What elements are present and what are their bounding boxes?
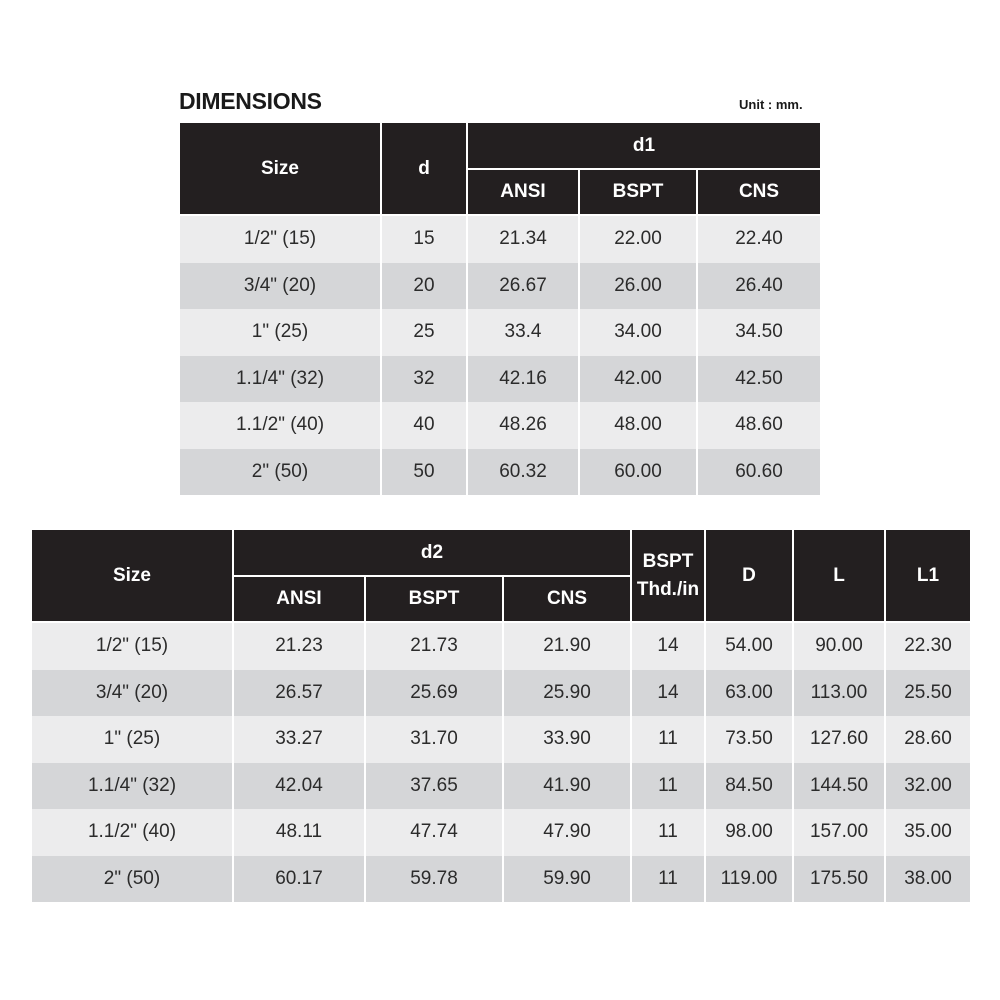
cell-D: 84.50 (705, 763, 793, 810)
header-bspt: BSPT (365, 576, 503, 622)
cell-thd: 14 (631, 622, 705, 670)
header-ansi: ANSI (233, 576, 365, 622)
cell-d: 40 (381, 402, 467, 449)
cell-bspt: 60.00 (579, 449, 697, 496)
header-bspt-thd-top: BSPT (642, 550, 694, 572)
table-row (179, 449, 821, 496)
cell-thd: 11 (631, 763, 705, 810)
header-d: d (381, 122, 467, 215)
cell-ansi: 33.4 (467, 309, 579, 356)
cell-bspt: 25.69 (365, 670, 503, 717)
cell-d: 20 (381, 263, 467, 310)
cell-L: 157.00 (793, 809, 885, 856)
header-D: D (705, 529, 793, 622)
cell-cns: 42.50 (697, 356, 821, 403)
cell-bspt: 31.70 (365, 716, 503, 763)
header-size: Size (179, 122, 381, 215)
cell-cns: 41.90 (503, 763, 631, 810)
cell-size: 2" (50) (31, 856, 233, 903)
table-row (179, 356, 821, 403)
cell-size: 1.1/2" (40) (179, 402, 381, 449)
cell-bspt: 26.00 (579, 263, 697, 310)
cell-cns: 25.90 (503, 670, 631, 717)
cell-thd: 11 (631, 809, 705, 856)
cell-ansi: 33.27 (233, 716, 365, 763)
cell-bspt: 42.00 (579, 356, 697, 403)
table-row (31, 856, 971, 903)
table-row (31, 670, 971, 717)
cell-bspt: 48.00 (579, 402, 697, 449)
cell-L1: 38.00 (885, 856, 971, 903)
header-cns: CNS (697, 169, 821, 215)
cell-D: 73.50 (705, 716, 793, 763)
page-title: DIMENSIONS (179, 88, 322, 114)
cell-cns: 34.50 (697, 309, 821, 356)
cell-size: 3/4" (20) (179, 263, 381, 310)
header-bspt-thd (631, 529, 705, 622)
cell-thd: 11 (631, 716, 705, 763)
table-row (179, 263, 821, 310)
cell-thd: 14 (631, 670, 705, 717)
cell-size: 1" (25) (31, 716, 233, 763)
header-d1: d1 (467, 122, 821, 169)
cell-d: 25 (381, 309, 467, 356)
cell-ansi: 21.23 (233, 622, 365, 670)
table-row (31, 716, 971, 763)
cell-L1: 32.00 (885, 763, 971, 810)
cell-size: 1" (25) (179, 309, 381, 356)
cell-size: 1/2" (15) (179, 215, 381, 263)
cell-size: 1.1/4" (32) (179, 356, 381, 403)
cell-ansi: 48.26 (467, 402, 579, 449)
cell-L: 175.50 (793, 856, 885, 903)
cell-D: 98.00 (705, 809, 793, 856)
cell-cns: 33.90 (503, 716, 631, 763)
cell-bspt: 22.00 (579, 215, 697, 263)
table-row (31, 763, 971, 810)
header-L: L (793, 529, 885, 622)
cell-d: 32 (381, 356, 467, 403)
cell-cns: 60.60 (697, 449, 821, 496)
cell-D: 63.00 (705, 670, 793, 717)
cell-d: 15 (381, 215, 467, 263)
table-row (179, 215, 821, 263)
header-bspt-thd-bottom: Thd./in (636, 578, 700, 600)
cell-L: 90.00 (793, 622, 885, 670)
cell-ansi: 42.04 (233, 763, 365, 810)
cell-L1: 22.30 (885, 622, 971, 670)
table-row (179, 309, 821, 356)
cell-cns: 59.90 (503, 856, 631, 903)
cell-size: 1/2" (15) (31, 622, 233, 670)
table-row (179, 402, 821, 449)
unit-label: Unit : mm. (739, 97, 803, 112)
cell-L1: 28.60 (885, 716, 971, 763)
cell-cns: 48.60 (697, 402, 821, 449)
cell-bspt: 37.65 (365, 763, 503, 810)
cell-L1: 35.00 (885, 809, 971, 856)
cell-cns: 21.90 (503, 622, 631, 670)
cell-L1: 25.50 (885, 670, 971, 717)
cell-D: 54.00 (705, 622, 793, 670)
cell-ansi: 42.16 (467, 356, 579, 403)
dimensions-table-d2 (30, 528, 972, 902)
cell-d: 50 (381, 449, 467, 496)
cell-bspt: 47.74 (365, 809, 503, 856)
cell-bspt: 21.73 (365, 622, 503, 670)
cell-cns: 26.40 (697, 263, 821, 310)
cell-bspt: 34.00 (579, 309, 697, 356)
header-cns: CNS (503, 576, 631, 622)
header-ansi: ANSI (467, 169, 579, 215)
header-L1: L1 (885, 529, 971, 622)
cell-size: 3/4" (20) (31, 670, 233, 717)
cell-ansi: 60.17 (233, 856, 365, 903)
dimensions-table-d1 (178, 121, 822, 495)
cell-size: 1.1/4" (32) (31, 763, 233, 810)
cell-bspt: 59.78 (365, 856, 503, 903)
cell-L: 113.00 (793, 670, 885, 717)
table-row (31, 809, 971, 856)
cell-ansi: 21.34 (467, 215, 579, 263)
cell-L: 144.50 (793, 763, 885, 810)
header-d2: d2 (233, 529, 631, 576)
cell-size: 2" (50) (179, 449, 381, 496)
cell-ansi: 48.11 (233, 809, 365, 856)
cell-ansi: 26.67 (467, 263, 579, 310)
cell-cns: 47.90 (503, 809, 631, 856)
cell-D: 119.00 (705, 856, 793, 903)
header-size: Size (31, 529, 233, 622)
cell-cns: 22.40 (697, 215, 821, 263)
cell-ansi: 60.32 (467, 449, 579, 496)
cell-ansi: 26.57 (233, 670, 365, 717)
cell-thd: 11 (631, 856, 705, 903)
cell-size: 1.1/2" (40) (31, 809, 233, 856)
table-row (31, 622, 971, 670)
cell-L: 127.60 (793, 716, 885, 763)
header-bspt: BSPT (579, 169, 697, 215)
